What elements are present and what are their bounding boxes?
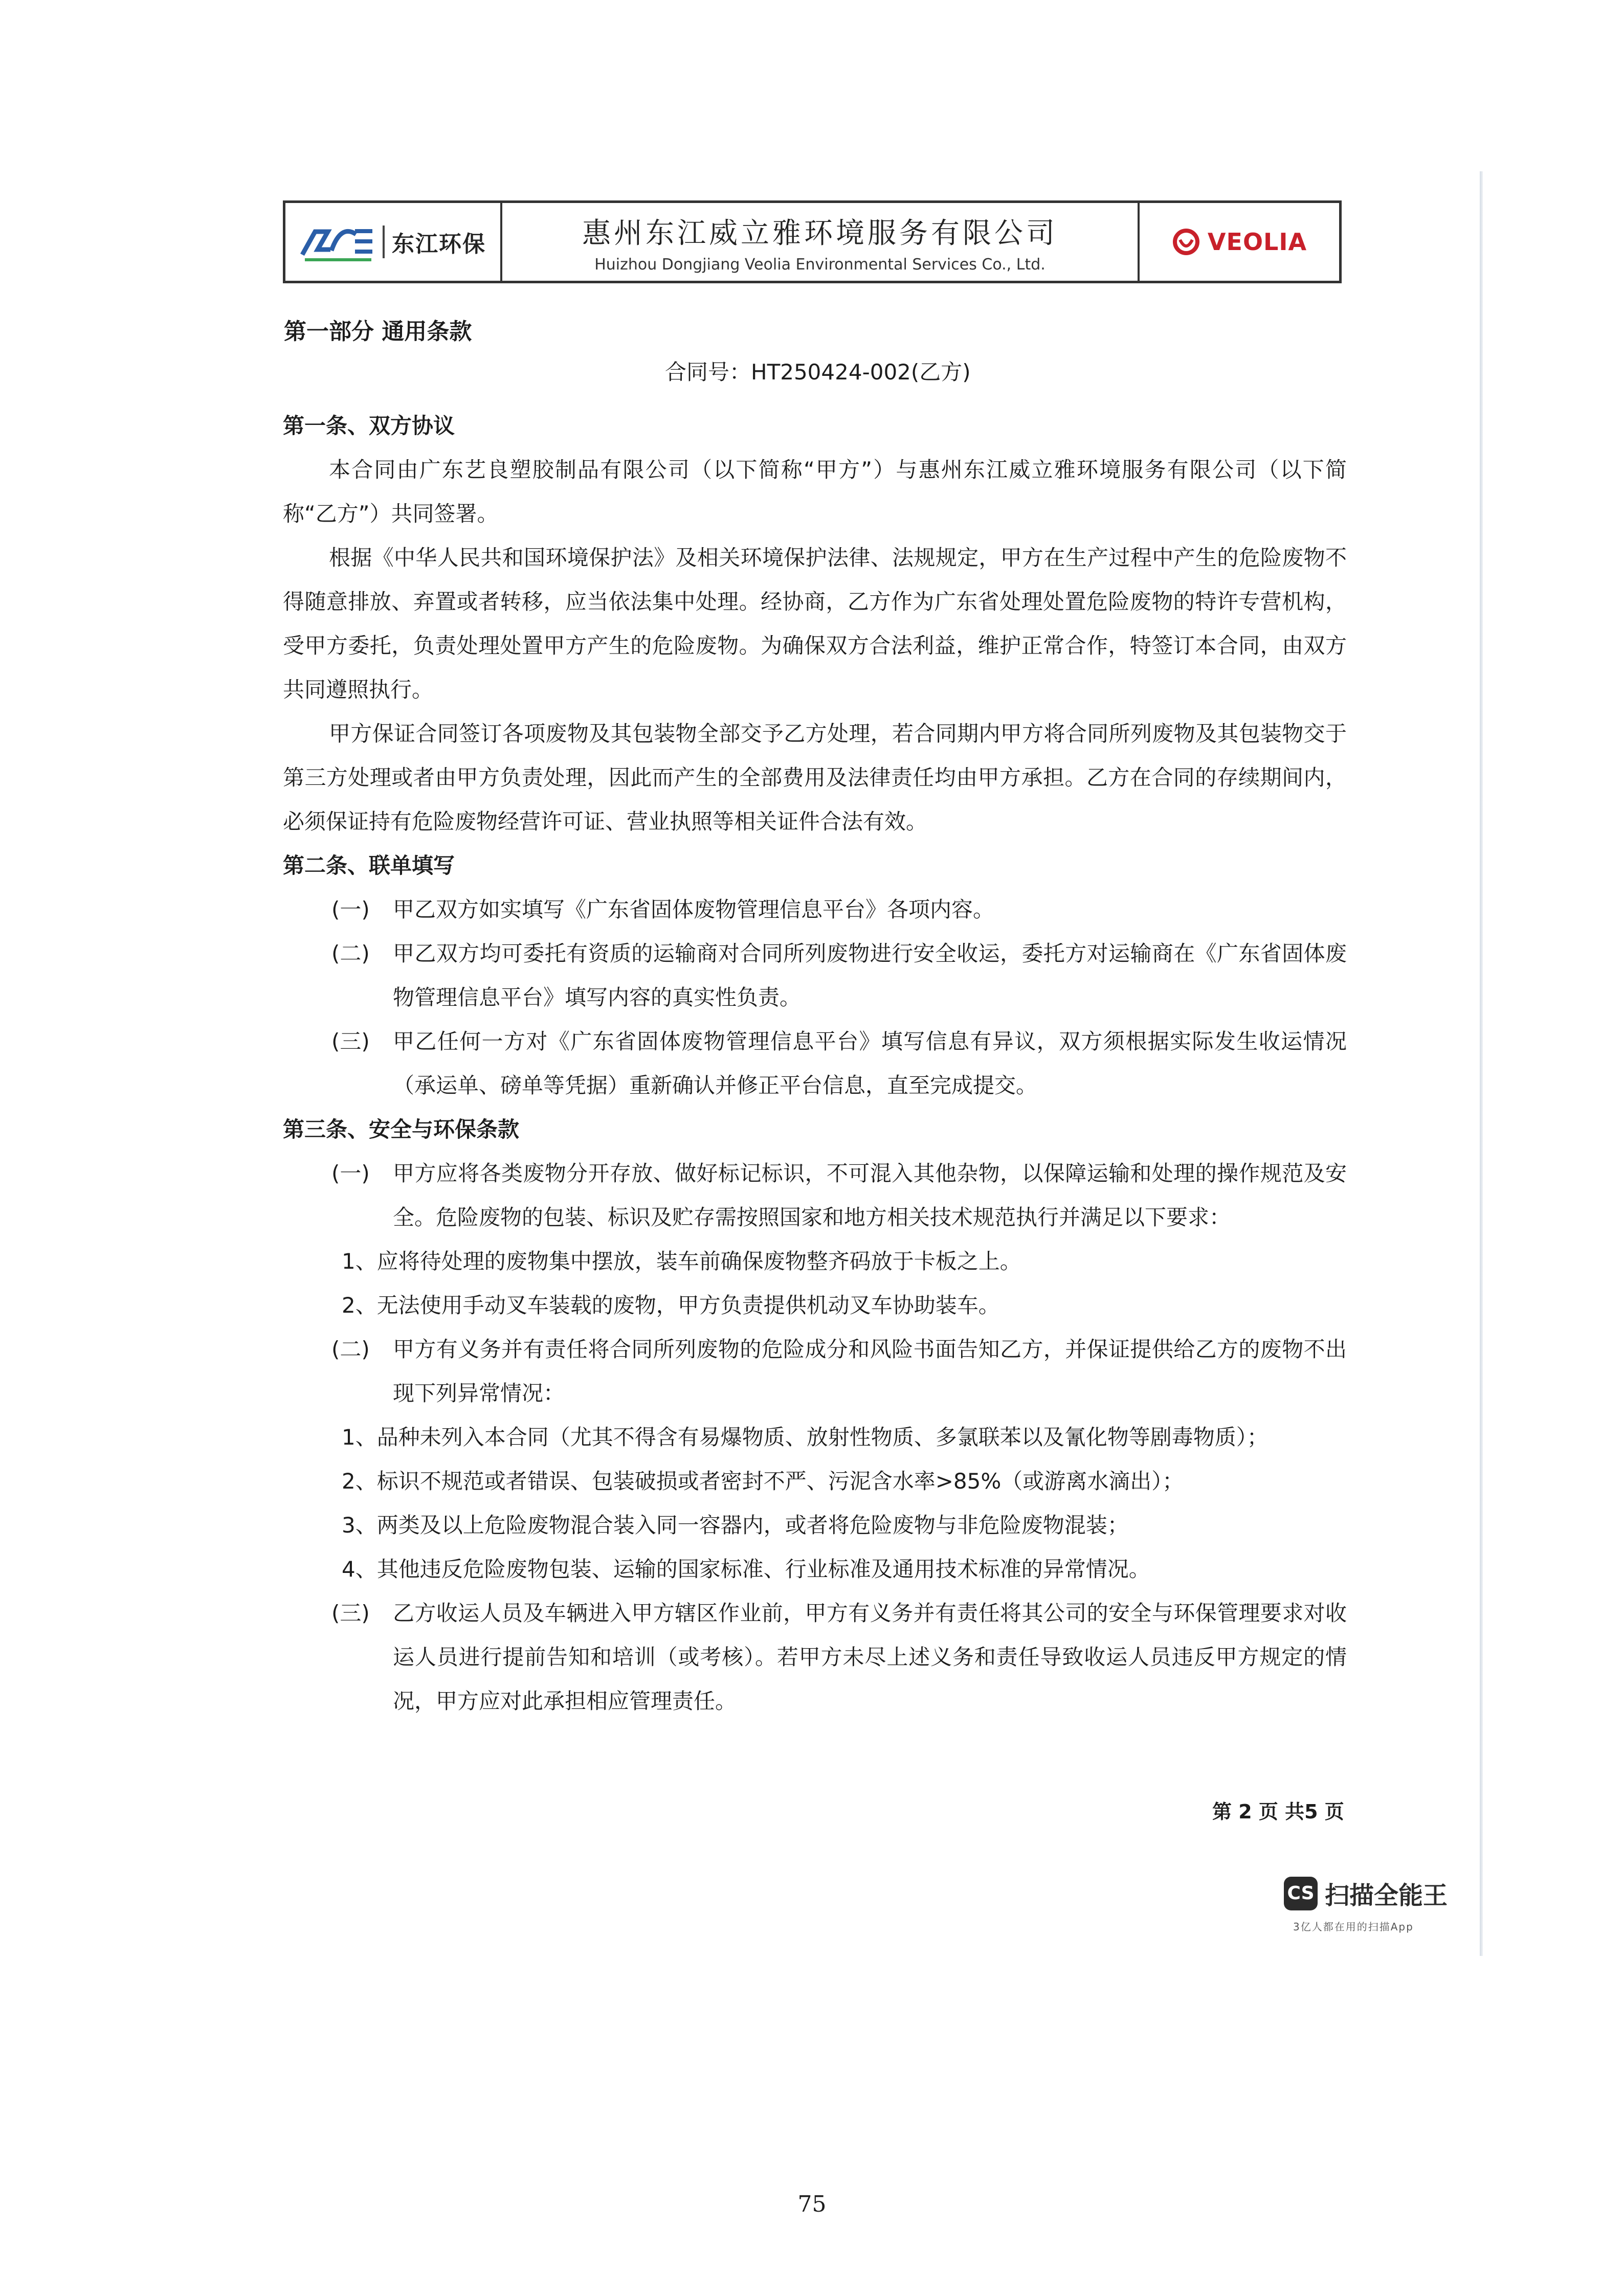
part-title: 第一部分 通用条款: [284, 319, 472, 345]
veolia-logo-text: VEOLIA: [1207, 228, 1307, 256]
dongjiang-logo-icon: [300, 219, 376, 265]
item-marker: (二): [331, 941, 370, 966]
item-text: 甲方有义务并有责任将合同所列废物的危险成分和风险书面告知乙方，并保证提供给乙方的废物不出现下列异常情况：: [393, 1337, 1347, 1406]
letterhead: [283, 200, 1342, 283]
article-1-paragraph: 甲方保证合同签订各项废物及其包装物全部交予乙方处理，若合同期内甲方将合同所列废物及其包装物交于第三方处理或者由甲方负责处理，因此而产生的全部费用及法律责任均由甲方承担。乙方在合同的存续期间内，必须保证持有危险废物经营许可证、营业执照等相关证件合法有效。: [283, 721, 1347, 834]
page-number: 75: [797, 2191, 827, 2217]
item-text: 甲方应将各类废物分开存放、做好标记标识，不可混入其他杂物，以保障运输和处理的操作规范及安全。危险废物的包装、标识及贮存需按照国家和地方相关技术规范执行并满足以下要求：: [393, 1161, 1347, 1230]
sub-item: 3、两类及以上危险废物混合装入同一容器内，或者将危险废物与非危险废物混装；: [342, 1513, 1129, 1538]
dongjiang-logo-text: 东江环保: [383, 226, 486, 258]
article-3-item: [283, 1152, 1347, 1240]
camscanner-name: 扫描全能王: [1325, 1881, 1448, 1910]
item-marker: (一): [331, 1161, 370, 1186]
veolia-logo: [1140, 203, 1339, 281]
article-2-item: [283, 1020, 1347, 1108]
veolia-logo-icon: [1172, 228, 1200, 256]
scan-edge-shadow: [1480, 171, 1483, 1956]
article-3-item: [283, 1327, 1347, 1415]
sub-item: 2、无法使用手动叉车装载的废物，甲方负责提供机动叉车协助装车。: [342, 1293, 1000, 1318]
contract-body: [283, 404, 1347, 1723]
contract-number: 合同号：HT250424-002(乙方): [665, 359, 971, 385]
item-marker: (三): [331, 1029, 370, 1054]
article-2-item: [283, 932, 1347, 1020]
article-1-paragraph: 本合同由广东艺良塑胶制品有限公司（以下简称“甲方”）与惠州东江威立雅环境服务有限公司（以下简称“乙方”）共同签署。: [283, 457, 1347, 526]
camscanner-tagline: 3亿人都在用的扫描App: [1293, 1921, 1414, 1933]
dongjiang-logo: [285, 203, 502, 281]
article-3-item: [283, 1591, 1347, 1723]
item-text: 甲乙双方均可委托有资质的运输商对合同所列废物进行安全收运，委托方对运输商在《广东省固体废物管理信息平台》填写内容的真实性负责。: [393, 941, 1347, 1010]
item-marker: (二): [331, 1337, 370, 1362]
item-text: 甲乙任何一方对《广东省固体废物管理信息平台》填写信息有异议，双方须根据实际发生收运情况（承运单、磅单等凭据）重新确认并修正平台信息，直至完成提交。: [393, 1029, 1347, 1098]
article-1-paragraph: 根据《中华人民共和国环境保护法》及相关环境保护法律、法规规定，甲方在生产过程中产生的危险废物不得随意排放、弃置或者转移，应当依法集中处理。经协商，乙方作为广东省处理处置危险废物的特许专营机构，受甲方委托，负责处理处置甲方产生的危险废物。为确保双方合法利益，维护正常合作，特签订本合同，由双方共同遵照执行。: [283, 545, 1347, 702]
company-name-block: [502, 203, 1140, 281]
camscanner-watermark: [1284, 1876, 1448, 1911]
article-1-title: 第一条、双方协议: [283, 413, 455, 438]
sub-item: 2、标识不规范或者错误、包装破损或者密封不严、污泥含水率>85%（或游离水滴出）；: [342, 1469, 1184, 1494]
article-2-title: 第二条、联单填写: [283, 853, 455, 878]
company-name-en: Huizhou Dongjiang Veolia Environmental Services Co., Ltd.: [594, 255, 1045, 274]
article-2-item: [283, 888, 1347, 932]
item-marker: (一): [331, 897, 370, 922]
sub-item: 1、品种未列入本合同（尤其不得含有易爆物质、放射性物质、多氯联苯以及氰化物等剧毒物质）；: [342, 1425, 1269, 1450]
item-text: 甲乙双方如实填写《广东省固体废物管理信息平台》各项内容。: [393, 897, 995, 922]
page-of-total: 第 2 页 共5 页: [1212, 1800, 1344, 1823]
item-marker: (三): [331, 1601, 370, 1626]
camscanner-icon: CS: [1284, 1877, 1318, 1910]
item-text: 乙方收运人员及车辆进入甲方辖区作业前，甲方有义务并有责任将其公司的安全与环保管理要求对收运人员进行提前告知和培训（或考核）。若甲方未尽上述义务和责任导致收运人员违反甲方规定的情况，甲方应对此承担相应管理责任。: [393, 1601, 1347, 1714]
sub-item: 4、其他违反危险废物包装、运输的国家标准、行业标准及通用技术标准的异常情况。: [342, 1557, 1150, 1582]
sub-item: 1、应将待处理的废物集中摆放，装车前确保废物整齐码放于卡板之上。: [342, 1249, 1021, 1274]
article-3-title: 第三条、安全与环保条款: [283, 1117, 520, 1142]
company-name-cn: 惠州东江威立雅环境服务有限公司: [582, 216, 1058, 250]
